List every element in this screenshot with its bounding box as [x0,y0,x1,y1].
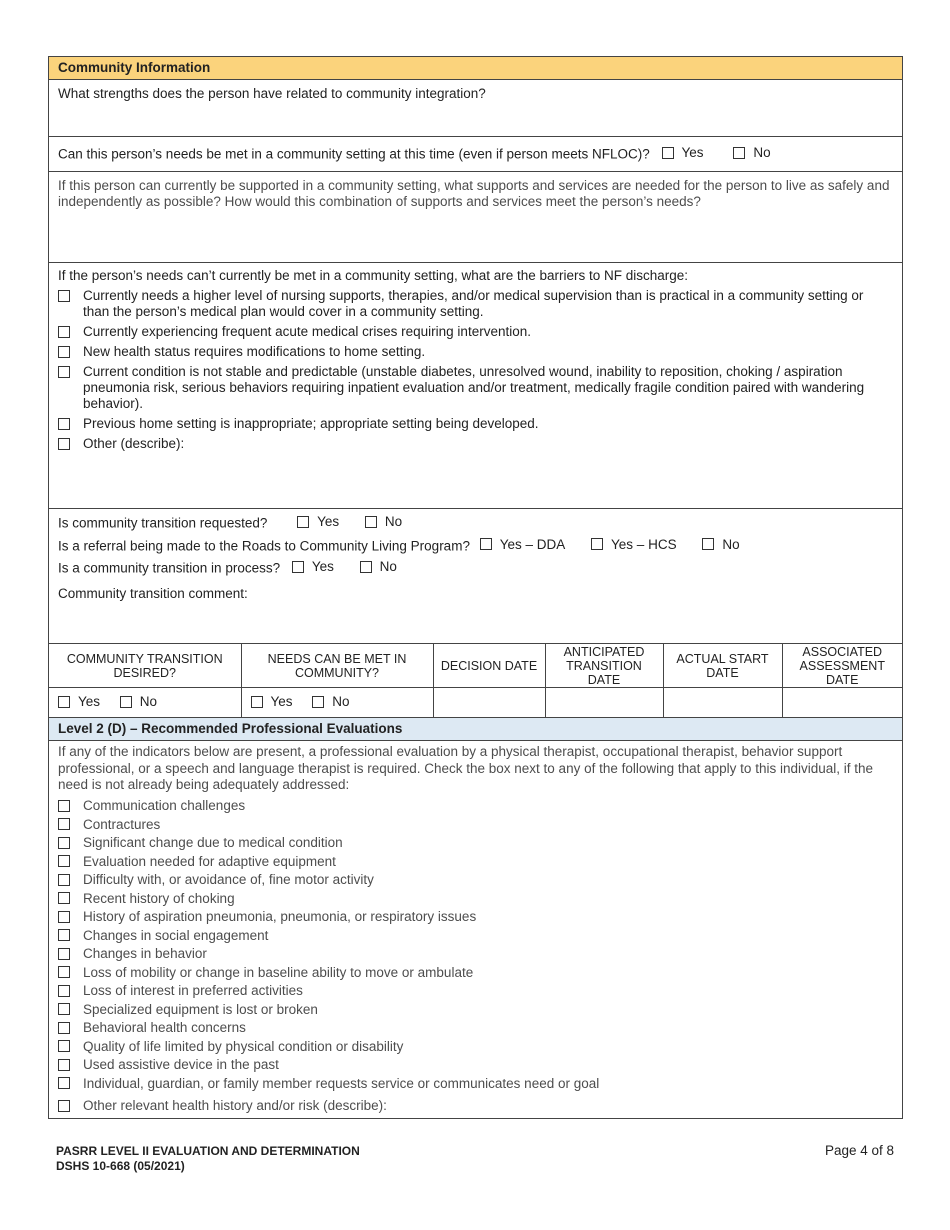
eval-item[interactable]: Quality of life limited by physical condition or disability [58,1037,893,1056]
checkbox-icon[interactable] [58,438,70,450]
checkbox-icon[interactable] [702,538,714,550]
barriers-question: If the person’s needs can’t currently be met in a community setting, what are the barriers to NF discharge: [58,268,689,283]
needs-met-table-no[interactable]: No [312,695,349,709]
referral-yes-hcs[interactable]: Yes – HCS [591,534,677,555]
needs-met-section [49,136,902,171]
eval-item[interactable]: Recent history of choking [58,889,893,908]
checkbox-icon[interactable] [58,696,70,708]
transition-desired-no[interactable]: No [120,695,157,709]
transition-table [49,644,902,717]
needs-met-question: Can this person’s needs be met in a community setting at this time (even if person meets NFLOC)? [58,146,650,162]
checkbox-icon[interactable] [120,696,132,708]
header-decision-date: DECISION DATE [433,644,545,688]
eval-item[interactable]: Loss of interest in preferred activities [58,982,893,1001]
header-actual-start-date: ACTUAL START DATE [663,644,782,688]
transition-requested-no[interactable]: No [365,511,402,532]
barrier-item-other[interactable]: Other (describe): [58,436,893,452]
needs-met-yes-option[interactable]: Yes [662,145,704,160]
checkbox-icon[interactable] [58,1100,70,1112]
transition-requested-line [58,511,893,534]
checkbox-icon[interactable] [58,966,70,978]
checkbox-icon[interactable] [58,418,70,430]
checkbox-icon[interactable] [58,1040,70,1052]
checkbox-icon[interactable] [365,516,377,528]
barrier-item[interactable]: New health status requires modifications to home setting. [58,344,893,360]
checkbox-icon[interactable] [58,929,70,941]
community-info-header: Community Information [49,57,902,79]
actual-start-date-field[interactable] [663,688,782,718]
eval-item[interactable]: Behavioral health concerns [58,1019,893,1038]
checkbox-icon[interactable] [58,892,70,904]
form-page [48,56,903,1119]
supports-question: If this person can currently be supported in a community setting, what supports and services are needed for the person to live as safely and independently as possible? How would this combination of supports and services meet the person’s needs? [58,178,890,209]
checkbox-icon[interactable] [662,147,674,159]
transition-table-header [49,644,902,688]
referral-yes-dda[interactable]: Yes – DDA [480,534,566,555]
level2-intro: If any of the indicators below are present, a professional evaluation by a physical therapist, occupational therapist, behavior support professional, or a speech and language therapist is required. Check the box next to any of the following that apply to this individual, if the need is not already being adequately addressed: [58,744,874,792]
checkbox-icon[interactable] [58,911,70,923]
level2-section [49,740,902,1118]
footer-form-id: DSHS 10-668 (05/2021) [56,1159,185,1173]
checkbox-icon[interactable] [58,985,70,997]
footer-title: PASRR LEVEL II EVALUATION AND DETERMINATION [56,1144,360,1158]
transition-section [49,508,902,643]
checkbox-icon[interactable] [58,818,70,830]
barrier-item[interactable]: Previous home setting is inappropriate; appropriate setting being developed. [58,416,893,432]
checkbox-icon[interactable] [58,346,70,358]
checkbox-icon[interactable] [360,561,372,573]
checkbox-icon[interactable] [58,326,70,338]
transition-requested-yes[interactable]: Yes [297,511,339,532]
checkbox-icon[interactable] [58,1077,70,1089]
checkbox-icon[interactable] [591,538,603,550]
eval-item[interactable]: Evaluation needed for adaptive equipment [58,852,893,871]
checkbox-icon[interactable] [733,147,745,159]
checkbox-icon[interactable] [58,855,70,867]
checkbox-icon[interactable] [58,837,70,849]
needs-met-no-option[interactable]: No [733,145,770,160]
barrier-item[interactable]: Currently needs a higher level of nursing supports, therapies, and/or medical supervision than is practical in a community setting or than the person’s medical plan would cover in a community setting. [58,288,893,320]
in-process-no[interactable]: No [360,556,397,577]
eval-item[interactable]: Communication challenges [58,797,893,816]
eval-item[interactable]: Difficulty with, or avoidance of, fine motor activity [58,871,893,890]
checkbox-icon[interactable] [58,1059,70,1071]
eval-item[interactable]: Changes in behavior [58,945,893,964]
checkbox-icon[interactable] [58,1003,70,1015]
decision-date-field[interactable] [433,688,545,718]
anticipated-date-field[interactable] [545,688,663,718]
footer-form-info [56,1144,360,1174]
eval-item[interactable]: Contractures [58,815,893,834]
strengths-section [49,79,902,136]
in-process-line [58,556,893,579]
referral-no[interactable]: No [702,534,739,555]
eval-item[interactable]: Loss of mobility or change in baseline ability to move or ambulate [58,963,893,982]
checkbox-icon[interactable] [58,290,70,302]
header-assessment-date: ASSOCIATED ASSESSMENT DATE [782,644,902,688]
checkbox-icon[interactable] [312,696,324,708]
eval-item[interactable]: History of aspiration pneumonia, pneumonia, or respiratory issues [58,908,893,927]
referral-line [58,534,893,557]
needs-met-table-yes[interactable]: Yes [251,695,293,709]
checkbox-icon[interactable] [58,800,70,812]
referral-question: Is a referral being made to the Roads to Community Living Program? [58,538,470,553]
header-needs-met: NEEDS CAN BE MET IN COMMUNITY? [241,644,433,688]
evaluation-list [58,797,893,1116]
transition-table-section [49,643,902,717]
checkbox-icon[interactable] [58,948,70,960]
header-anticipated-date: ANTICIPATED TRANSITION DATE [545,644,663,688]
transition-requested-question: Is community transition requested? [58,515,268,531]
barrier-item[interactable]: Current condition is not stable and predictable (unstable diabetes, unresolved wound, inability to reposition, choking / aspiration pneumonia risk, serious behaviors requiring inpatient evaluation and/or treatment, medically fragile condition paired with wandering behavior). [58,364,893,412]
barriers-section [49,262,902,508]
header-transition-desired: COMMUNITY TRANSITION DESIRED? [49,644,241,688]
barrier-item[interactable]: Currently experiencing frequent acute medical crises requiring intervention. [58,324,893,340]
page-number: Page 4 of 8 [824,1143,894,1158]
strengths-question: What strengths does the person have related to community integration? [58,86,486,101]
eval-item[interactable]: Individual, guardian, or family member requests service or communicates need or goal [58,1074,893,1093]
in-process-yes[interactable]: Yes [292,556,334,577]
in-process-question: Is a community transition in process? [58,560,281,576]
checkbox-icon[interactable] [58,874,70,886]
checkbox-icon[interactable] [480,538,492,550]
transition-desired-yes[interactable]: Yes [58,695,100,709]
eval-item[interactable]: Specialized equipment is lost or broken [58,1000,893,1019]
transition-desired-cell [49,688,241,718]
eval-item[interactable]: Changes in social engagement [58,926,893,945]
checkbox-icon[interactable] [251,696,263,708]
transition-table-row [49,688,902,718]
checkbox-icon[interactable] [297,516,309,528]
checkbox-icon[interactable] [58,366,70,378]
eval-item-other[interactable]: Other relevant health history and/or risk (describe): [58,1097,893,1116]
supports-section [49,171,902,262]
assessment-date-field[interactable] [782,688,902,718]
eval-item[interactable]: Used assistive device in the past [58,1056,893,1075]
eval-item[interactable]: Significant change due to medical condition [58,834,893,853]
checkbox-icon[interactable] [292,561,304,573]
checkbox-icon[interactable] [58,1022,70,1034]
level2-header: Level 2 (D) – Recommended Professional Evaluations [49,717,902,740]
needs-met-cell [241,688,433,718]
transition-comment-label: Community transition comment: [58,585,248,601]
